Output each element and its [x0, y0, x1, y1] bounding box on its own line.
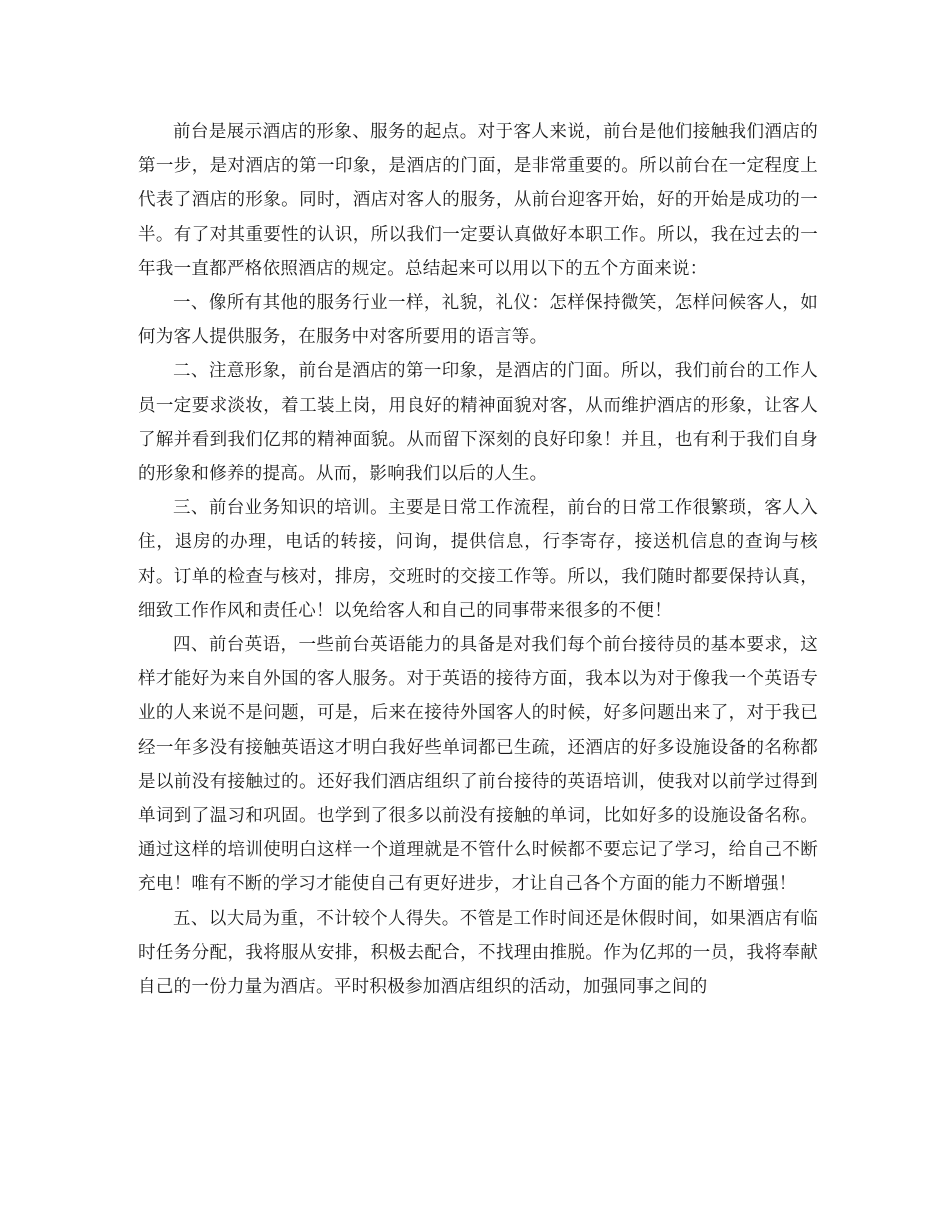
paragraph-point-5: 五、以大局为重，不计较个人得失。不管是工作时间还是休假时间，如果酒店有临时任务分配，我将服从安排，积极去配合，不找理由推脱。作为亿邦的一员，我将奉献自己的一份力量为酒店。平时积极参加酒店组织的活动，加强同事之间的 [138, 908, 818, 998]
document-body [138, 115, 818, 1004]
paragraph-point-1: 一、像所有其他的服务行业一样，礼貌，礼仪：怎样保持微笑，怎样问候客人，如何为客人提供服务，在服务中对客所要用的语言等。 [138, 293, 818, 348]
paragraph-point-3: 三、前台业务知识的培训。主要是日常工作流程，前台的日常工作很繁琐，客人入住，退房的办理，电话的转接，问询，提供信息，行李寄存，接送机信息的查询与核对。订单的检查与核对，排房，交班时的交接工作等。所以，我们随时都要保持认真，细致工作作风和责任心！以免给客人和自己的同事带来很多的不便！ [138, 498, 818, 621]
paragraph-point-4: 四、前台英语，一些前台英语能力的具备是对我们每个前台接待员的基本要求，这样才能好为来自外国的客人服务。对于英语的接待方面，我本以为对于像我一个英语专业的人来说不是问题，可是，后来在接待外国客人的时候，好多问题出来了，对于我已经一年多没有接触英语这才明白我好些单词都已生疏，还酒店的好多设施设备的名称都是以前没有接触过的。还好我们酒店组织了前台接待的英语培训，使我对以前学过得到单词到了温习和巩固。也学到了很多以前没有接触的单词，比如好多的设施设备名称。通过这样的培训使明白这样一个道理就是不管什么时候都不要忘记了学习，给自己不断充电！唯有不断的学习才能使自己有更好进步，才让自己各个方面的能力不断增强！ [138, 635, 818, 895]
paragraph-intro: 前台是展示酒店的形象、服务的起点。对于客人来说，前台是他们接触我们酒店的第一步，是对酒店的第一印象，是酒店的门面，是非常重要的。所以前台在一定程度上代表了酒店的形象。同时，酒店对客人的服务，从前台迎客开始，好的开始是成功的一半。有了对其重要性的认识，所以我们一定要认真做好本职工作。所以，我在过去的一年我一直都严格依照酒店的规定。总结起来可以用以下的五个方面来说： [138, 122, 818, 279]
paragraph-point-2: 二、注意形象，前台是酒店的第一印象，是酒店的门面。所以，我们前台的工作人员一定要求淡妆，着工装上岗，用良好的精神面貌对客，从而维护酒店的形象，让客人了解并看到我们亿邦的精神面貌。从而留下深刻的良好印象！并且，也有利于我们自身的形象和修养的提高。从而，影响我们以后的人生。 [138, 361, 818, 485]
